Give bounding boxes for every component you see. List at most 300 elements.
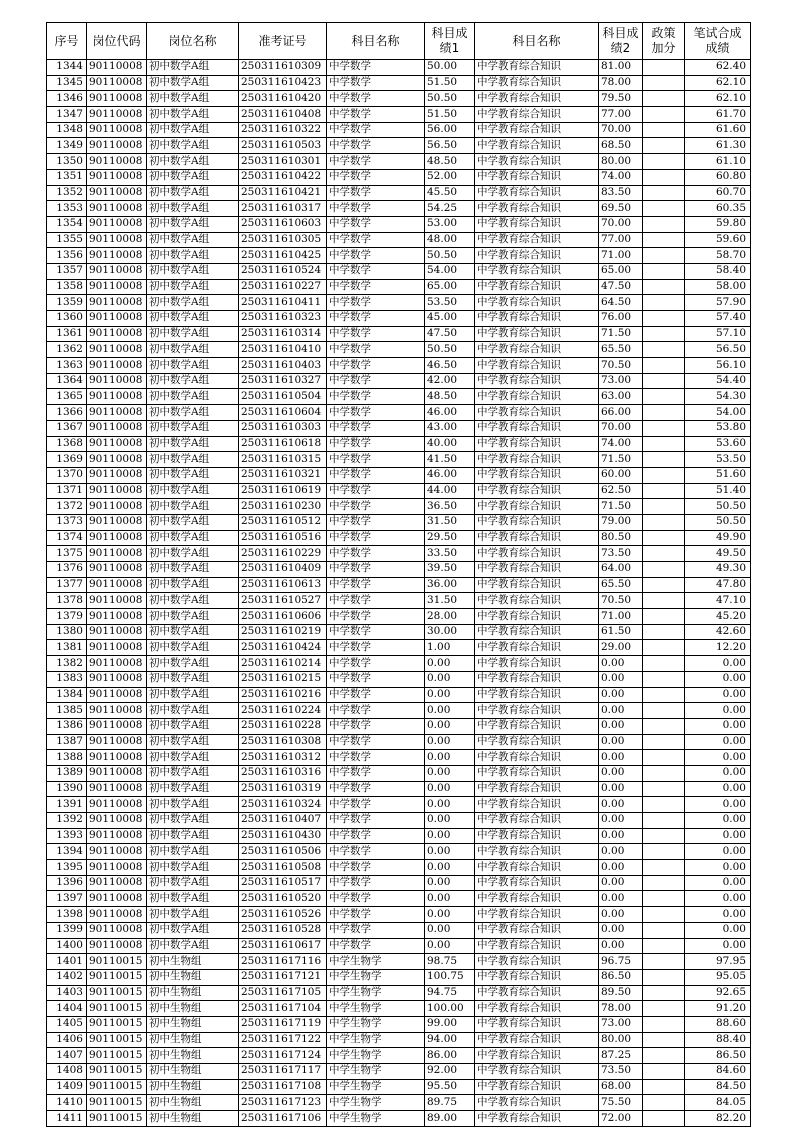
- subject1-name-cell: 中学生物学: [327, 1111, 425, 1127]
- table-row: [47, 248, 751, 264]
- policy-bonus-cell: [643, 860, 685, 876]
- subject1-score-cell: 0.00: [425, 860, 475, 876]
- seq-cell: 1385: [47, 703, 87, 719]
- exam-id-cell: 250311610308: [239, 734, 327, 750]
- total-score-cell: 0.00: [685, 828, 751, 844]
- post-name-cell: 初中生物组: [147, 1079, 239, 1095]
- exam-id-cell: 250311610305: [239, 232, 327, 248]
- subject2-name-cell: 中学教育综合知识: [475, 122, 599, 138]
- subject2-score-cell: 0.00: [599, 907, 643, 923]
- seq-cell: 1390: [47, 781, 87, 797]
- subject1-name-cell: 中学数学: [327, 703, 425, 719]
- post-name-cell: 初中数学A组: [147, 60, 239, 76]
- post-name-cell: 初中数学A组: [147, 640, 239, 656]
- policy-bonus-cell: [643, 436, 685, 452]
- seq-cell: 1346: [47, 91, 87, 107]
- table-row: [47, 875, 751, 891]
- seq-cell: 1384: [47, 687, 87, 703]
- post-code-cell: 90110015: [87, 1016, 147, 1032]
- total-score-cell: 58.40: [685, 263, 751, 279]
- seq-cell: 1377: [47, 577, 87, 593]
- subject2-name-cell: 中学教育综合知识: [475, 624, 599, 640]
- total-score-cell: 91.20: [685, 1001, 751, 1017]
- policy-bonus-cell: [643, 718, 685, 734]
- post-name-cell: 初中数学A组: [147, 765, 239, 781]
- post-code-cell: 90110008: [87, 624, 147, 640]
- post-name-cell: 初中生物组: [147, 1016, 239, 1032]
- post-name-cell: 初中数学A组: [147, 891, 239, 907]
- table-row: [47, 358, 751, 374]
- table-row: [47, 734, 751, 750]
- subject2-name-cell: 中学教育综合知识: [475, 75, 599, 91]
- table-row: [47, 1064, 751, 1080]
- post-name-cell: 初中数学A组: [147, 844, 239, 860]
- subject1-name-cell: 中学数学: [327, 358, 425, 374]
- post-code-cell: 90110008: [87, 907, 147, 923]
- policy-bonus-cell: [643, 342, 685, 358]
- total-score-cell: 54.30: [685, 389, 751, 405]
- post-name-cell: 初中数学A组: [147, 201, 239, 217]
- policy-bonus-cell: [643, 1016, 685, 1032]
- subject1-score-cell: 0.00: [425, 907, 475, 923]
- post-code-cell: 90110008: [87, 797, 147, 813]
- post-name-cell: 初中数学A组: [147, 436, 239, 452]
- policy-bonus-cell: [643, 530, 685, 546]
- exam-id-cell: 250311610527: [239, 593, 327, 609]
- post-name-cell: 初中数学A组: [147, 718, 239, 734]
- total-score-cell: 47.80: [685, 577, 751, 593]
- post-code-cell: 90110008: [87, 122, 147, 138]
- subject1-score-cell: 44.00: [425, 483, 475, 499]
- policy-bonus-cell: [643, 75, 685, 91]
- post-name-cell: 初中数学A组: [147, 483, 239, 499]
- post-name-cell: 初中数学A组: [147, 703, 239, 719]
- table-row: [47, 609, 751, 625]
- exam-id-cell: 250311610603: [239, 216, 327, 232]
- subject1-score-cell: 54.00: [425, 263, 475, 279]
- seq-cell: 1344: [47, 60, 87, 76]
- post-name-cell: 初中数学A组: [147, 593, 239, 609]
- subject1-score-cell: 53.00: [425, 216, 475, 232]
- post-code-cell: 90110008: [87, 938, 147, 954]
- subject1-score-cell: 43.00: [425, 420, 475, 436]
- subject2-score-cell: 0.00: [599, 860, 643, 876]
- total-score-cell: 53.60: [685, 436, 751, 452]
- exam-id-cell: 250311610423: [239, 75, 327, 91]
- post-name-cell: 初中数学A组: [147, 232, 239, 248]
- total-score-cell: 45.20: [685, 609, 751, 625]
- policy-bonus-cell: [643, 499, 685, 515]
- policy-bonus-cell: [643, 969, 685, 985]
- policy-bonus-cell: [643, 1079, 685, 1095]
- subject1-name-cell: 中学数学: [327, 232, 425, 248]
- subject1-name-cell: 中学数学: [327, 60, 425, 76]
- subject1-name-cell: 中学数学: [327, 373, 425, 389]
- subject1-name-cell: 中学数学: [327, 624, 425, 640]
- score-table: [46, 22, 751, 1127]
- subject2-score-cell: 29.00: [599, 640, 643, 656]
- subject2-score-cell: 77.00: [599, 107, 643, 123]
- post-name-cell: 初中数学A组: [147, 326, 239, 342]
- post-name-cell: 初中数学A组: [147, 138, 239, 154]
- exam-id-cell: 250311610618: [239, 436, 327, 452]
- subject2-name-cell: 中学教育综合知识: [475, 452, 599, 468]
- total-score-cell: 61.10: [685, 154, 751, 170]
- total-score-cell: 82.20: [685, 1111, 751, 1127]
- subject2-score-cell: 0.00: [599, 891, 643, 907]
- subject1-name-cell: 中学数学: [327, 263, 425, 279]
- subject2-score-cell: 65.50: [599, 577, 643, 593]
- subject2-name-cell: 中学教育综合知识: [475, 420, 599, 436]
- post-name-cell: 初中数学A组: [147, 122, 239, 138]
- table-row: [47, 1079, 751, 1095]
- subject1-score-cell: 41.50: [425, 452, 475, 468]
- subject2-score-cell: 70.00: [599, 420, 643, 436]
- exam-id-cell: 250311610421: [239, 185, 327, 201]
- seq-cell: 1380: [47, 624, 87, 640]
- subject1-name-cell: 中学数学: [327, 467, 425, 483]
- exam-id-cell: 250311617105: [239, 985, 327, 1001]
- exam-id-cell: 250311610301: [239, 154, 327, 170]
- exam-id-cell: 250311610303: [239, 420, 327, 436]
- exam-id-cell: 250311610408: [239, 107, 327, 123]
- subject1-score-cell: 33.50: [425, 546, 475, 562]
- subject2-name-cell: 中学教育综合知识: [475, 546, 599, 562]
- seq-cell: 1367: [47, 420, 87, 436]
- exam-id-cell: 250311610214: [239, 656, 327, 672]
- subject1-score-cell: 50.50: [425, 342, 475, 358]
- subject2-score-cell: 96.75: [599, 954, 643, 970]
- subject1-name-cell: 中学数学: [327, 201, 425, 217]
- seq-cell: 1410: [47, 1095, 87, 1111]
- subject1-score-cell: 0.00: [425, 922, 475, 938]
- post-code-cell: 90110015: [87, 1001, 147, 1017]
- subject1-name-cell: 中学数学: [327, 436, 425, 452]
- policy-bonus-cell: [643, 107, 685, 123]
- table-row: [47, 1111, 751, 1127]
- exam-id-cell: 250311610227: [239, 279, 327, 295]
- post-name-cell: 初中数学A组: [147, 248, 239, 264]
- subject1-score-cell: 47.50: [425, 326, 475, 342]
- subject2-name-cell: 中学教育综合知识: [475, 232, 599, 248]
- table-row: [47, 107, 751, 123]
- post-name-cell: 初中生物组: [147, 1095, 239, 1111]
- post-name-cell: 初中数学A组: [147, 860, 239, 876]
- subject1-name-cell: 中学数学: [327, 813, 425, 829]
- post-code-cell: 90110015: [87, 969, 147, 985]
- total-score-cell: 86.50: [685, 1048, 751, 1064]
- table-row: [47, 1032, 751, 1048]
- post-name-cell: 初中数学A组: [147, 499, 239, 515]
- post-name-cell: 初中数学A组: [147, 295, 239, 311]
- subject1-score-cell: 0.00: [425, 687, 475, 703]
- post-code-cell: 90110015: [87, 1032, 147, 1048]
- subject2-score-cell: 73.50: [599, 546, 643, 562]
- subject1-score-cell: 50.50: [425, 248, 475, 264]
- post-name-cell: 初中数学A组: [147, 216, 239, 232]
- header-policy-bonus: 政策 加分: [643, 23, 685, 60]
- subject2-name-cell: 中学教育综合知识: [475, 342, 599, 358]
- subject2-score-cell: 80.00: [599, 1032, 643, 1048]
- seq-cell: 1383: [47, 671, 87, 687]
- exam-id-cell: 250311610324: [239, 797, 327, 813]
- post-code-cell: 90110008: [87, 342, 147, 358]
- subject2-name-cell: 中学教育综合知识: [475, 185, 599, 201]
- table-row: [47, 891, 751, 907]
- subject2-name-cell: 中学教育综合知识: [475, 609, 599, 625]
- policy-bonus-cell: [643, 938, 685, 954]
- subject2-name-cell: 中学教育综合知识: [475, 813, 599, 829]
- seq-cell: 1350: [47, 154, 87, 170]
- subject2-score-cell: 0.00: [599, 813, 643, 829]
- seq-cell: 1366: [47, 405, 87, 421]
- exam-id-cell: 250311610512: [239, 514, 327, 530]
- policy-bonus-cell: [643, 60, 685, 76]
- policy-bonus-cell: [643, 922, 685, 938]
- subject1-name-cell: 中学数学: [327, 765, 425, 781]
- total-score-cell: 49.50: [685, 546, 751, 562]
- table-row: [47, 467, 751, 483]
- policy-bonus-cell: [643, 844, 685, 860]
- post-code-cell: 90110008: [87, 279, 147, 295]
- policy-bonus-cell: [643, 1095, 685, 1111]
- total-score-cell: 58.00: [685, 279, 751, 295]
- table-row: [47, 687, 751, 703]
- subject2-score-cell: 73.00: [599, 1016, 643, 1032]
- post-name-cell: 初中数学A组: [147, 311, 239, 327]
- subject2-name-cell: 中学教育综合知识: [475, 875, 599, 891]
- total-score-cell: 97.95: [685, 954, 751, 970]
- subject2-name-cell: 中学教育综合知识: [475, 216, 599, 232]
- seq-cell: 1360: [47, 311, 87, 327]
- subject2-name-cell: 中学教育综合知识: [475, 938, 599, 954]
- exam-id-cell: 250311610606: [239, 609, 327, 625]
- subject2-score-cell: 80.00: [599, 154, 643, 170]
- post-name-cell: 初中数学A组: [147, 671, 239, 687]
- exam-id-cell: 250311617106: [239, 1111, 327, 1127]
- subject2-score-cell: 66.00: [599, 405, 643, 421]
- exam-id-cell: 250311610424: [239, 640, 327, 656]
- policy-bonus-cell: [643, 91, 685, 107]
- exam-id-cell: 250311617119: [239, 1016, 327, 1032]
- table-row: [47, 154, 751, 170]
- subject1-name-cell: 中学数学: [327, 593, 425, 609]
- table-row: [47, 828, 751, 844]
- post-code-cell: 90110008: [87, 813, 147, 829]
- policy-bonus-cell: [643, 577, 685, 593]
- subject1-score-cell: 65.00: [425, 279, 475, 295]
- table-row: [47, 656, 751, 672]
- exam-id-cell: 250311610319: [239, 781, 327, 797]
- post-name-cell: 初中生物组: [147, 1048, 239, 1064]
- table-row: [47, 640, 751, 656]
- policy-bonus-cell: [643, 1001, 685, 1017]
- subject2-name-cell: 中学教育综合知识: [475, 107, 599, 123]
- subject1-name-cell: 中学数学: [327, 907, 425, 923]
- post-code-cell: 90110008: [87, 718, 147, 734]
- total-score-cell: 60.70: [685, 185, 751, 201]
- total-score-cell: 84.50: [685, 1079, 751, 1095]
- subject2-name-cell: 中学教育综合知识: [475, 248, 599, 264]
- header-exam-id: 准考证号: [239, 23, 327, 60]
- policy-bonus-cell: [643, 311, 685, 327]
- post-name-cell: 初中数学A组: [147, 342, 239, 358]
- policy-bonus-cell: [643, 483, 685, 499]
- exam-id-cell: 250311610229: [239, 546, 327, 562]
- seq-cell: 1355: [47, 232, 87, 248]
- score-sheet: [46, 22, 750, 1127]
- exam-id-cell: 250311617123: [239, 1095, 327, 1111]
- post-code-cell: 90110008: [87, 609, 147, 625]
- post-name-cell: 初中数学A组: [147, 389, 239, 405]
- policy-bonus-cell: [643, 593, 685, 609]
- table-row: [47, 718, 751, 734]
- post-code-cell: 90110008: [87, 169, 147, 185]
- subject2-name-cell: 中学教育综合知识: [475, 640, 599, 656]
- total-score-cell: 12.20: [685, 640, 751, 656]
- post-code-cell: 90110008: [87, 891, 147, 907]
- header-subject2-score: 科目成 绩2: [599, 23, 643, 60]
- policy-bonus-cell: [643, 1048, 685, 1064]
- total-score-cell: 62.10: [685, 75, 751, 91]
- seq-cell: 1391: [47, 797, 87, 813]
- total-score-cell: 0.00: [685, 891, 751, 907]
- total-score-cell: 84.60: [685, 1064, 751, 1080]
- subject2-name-cell: 中学教育综合知识: [475, 467, 599, 483]
- post-name-cell: 初中生物组: [147, 969, 239, 985]
- subject2-name-cell: 中学教育综合知识: [475, 201, 599, 217]
- seq-cell: 1376: [47, 562, 87, 578]
- subject1-score-cell: 0.00: [425, 765, 475, 781]
- table-row: [47, 671, 751, 687]
- exam-id-cell: 250311610317: [239, 201, 327, 217]
- seq-cell: 1404: [47, 1001, 87, 1017]
- post-code-cell: 90110008: [87, 671, 147, 687]
- table-row: [47, 389, 751, 405]
- table-row: [47, 593, 751, 609]
- subject1-name-cell: 中学数学: [327, 154, 425, 170]
- seq-cell: 1362: [47, 342, 87, 358]
- seq-cell: 1359: [47, 295, 87, 311]
- post-name-cell: 初中生物组: [147, 1032, 239, 1048]
- table-row: [47, 562, 751, 578]
- post-code-cell: 90110015: [87, 1095, 147, 1111]
- subject2-name-cell: 中学教育综合知识: [475, 1001, 599, 1017]
- table-row: [47, 750, 751, 766]
- seq-cell: 1372: [47, 499, 87, 515]
- policy-bonus-cell: [643, 734, 685, 750]
- policy-bonus-cell: [643, 248, 685, 264]
- subject2-score-cell: 47.50: [599, 279, 643, 295]
- total-score-cell: 88.40: [685, 1032, 751, 1048]
- post-name-cell: 初中数学A组: [147, 279, 239, 295]
- subject2-name-cell: 中学教育综合知识: [475, 373, 599, 389]
- subject2-score-cell: 64.00: [599, 562, 643, 578]
- post-code-cell: 90110008: [87, 781, 147, 797]
- policy-bonus-cell: [643, 326, 685, 342]
- post-name-cell: 初中数学A组: [147, 922, 239, 938]
- subject2-name-cell: 中学教育综合知识: [475, 985, 599, 1001]
- table-row: [47, 420, 751, 436]
- subject1-score-cell: 0.00: [425, 781, 475, 797]
- subject1-score-cell: 0.00: [425, 718, 475, 734]
- subject1-name-cell: 中学生物学: [327, 1032, 425, 1048]
- total-score-cell: 50.50: [685, 514, 751, 530]
- subject2-name-cell: 中学教育综合知识: [475, 750, 599, 766]
- subject2-score-cell: 0.00: [599, 922, 643, 938]
- exam-id-cell: 250311610410: [239, 342, 327, 358]
- post-name-cell: 初中数学A组: [147, 405, 239, 421]
- subject1-name-cell: 中学生物学: [327, 1048, 425, 1064]
- exam-id-cell: 250311610323: [239, 311, 327, 327]
- table-row: [47, 169, 751, 185]
- subject1-score-cell: 46.00: [425, 405, 475, 421]
- subject2-name-cell: 中学教育综合知识: [475, 844, 599, 860]
- subject2-name-cell: 中学教育综合知识: [475, 154, 599, 170]
- subject1-name-cell: 中学生物学: [327, 969, 425, 985]
- post-code-cell: 90110008: [87, 734, 147, 750]
- subject1-score-cell: 94.00: [425, 1032, 475, 1048]
- subject1-name-cell: 中学数学: [327, 248, 425, 264]
- subject1-score-cell: 46.50: [425, 358, 475, 374]
- seq-cell: 1351: [47, 169, 87, 185]
- subject1-name-cell: 中学数学: [327, 405, 425, 421]
- seq-cell: 1374: [47, 530, 87, 546]
- table-row: [47, 954, 751, 970]
- subject2-name-cell: 中学教育综合知识: [475, 326, 599, 342]
- subject1-name-cell: 中学生物学: [327, 1095, 425, 1111]
- subject1-score-cell: 45.50: [425, 185, 475, 201]
- post-name-cell: 初中数学A组: [147, 530, 239, 546]
- post-name-cell: 初中数学A组: [147, 734, 239, 750]
- total-score-cell: 0.00: [685, 750, 751, 766]
- post-name-cell: 初中数学A组: [147, 514, 239, 530]
- post-code-cell: 90110008: [87, 216, 147, 232]
- seq-cell: 1381: [47, 640, 87, 656]
- policy-bonus-cell: [643, 201, 685, 217]
- total-score-cell: 0.00: [685, 671, 751, 687]
- subject1-score-cell: 48.00: [425, 232, 475, 248]
- subject2-score-cell: 80.50: [599, 530, 643, 546]
- table-row: [47, 703, 751, 719]
- seq-cell: 1378: [47, 593, 87, 609]
- exam-id-cell: 250311610508: [239, 860, 327, 876]
- subject2-name-cell: 中学教育综合知识: [475, 1016, 599, 1032]
- table-row: [47, 483, 751, 499]
- subject2-name-cell: 中学教育综合知识: [475, 295, 599, 311]
- subject2-name-cell: 中学教育综合知识: [475, 1064, 599, 1080]
- subject1-score-cell: 31.50: [425, 514, 475, 530]
- post-code-cell: 90110015: [87, 954, 147, 970]
- exam-id-cell: 250311610425: [239, 248, 327, 264]
- subject2-name-cell: 中学教育综合知识: [475, 718, 599, 734]
- post-code-cell: 90110015: [87, 1111, 147, 1127]
- table-row: [47, 138, 751, 154]
- subject2-score-cell: 71.50: [599, 499, 643, 515]
- subject1-name-cell: 中学数学: [327, 279, 425, 295]
- subject1-name-cell: 中学数学: [327, 718, 425, 734]
- exam-id-cell: 250311610409: [239, 562, 327, 578]
- subject2-name-cell: 中学教育综合知识: [475, 514, 599, 530]
- subject1-score-cell: 1.00: [425, 640, 475, 656]
- header-subject1-score: 科目成 绩1: [425, 23, 475, 60]
- post-code-cell: 90110008: [87, 91, 147, 107]
- exam-id-cell: 250311610327: [239, 373, 327, 389]
- post-code-cell: 90110008: [87, 656, 147, 672]
- subject2-score-cell: 68.00: [599, 1079, 643, 1095]
- seq-cell: 1352: [47, 185, 87, 201]
- total-score-cell: 0.00: [685, 907, 751, 923]
